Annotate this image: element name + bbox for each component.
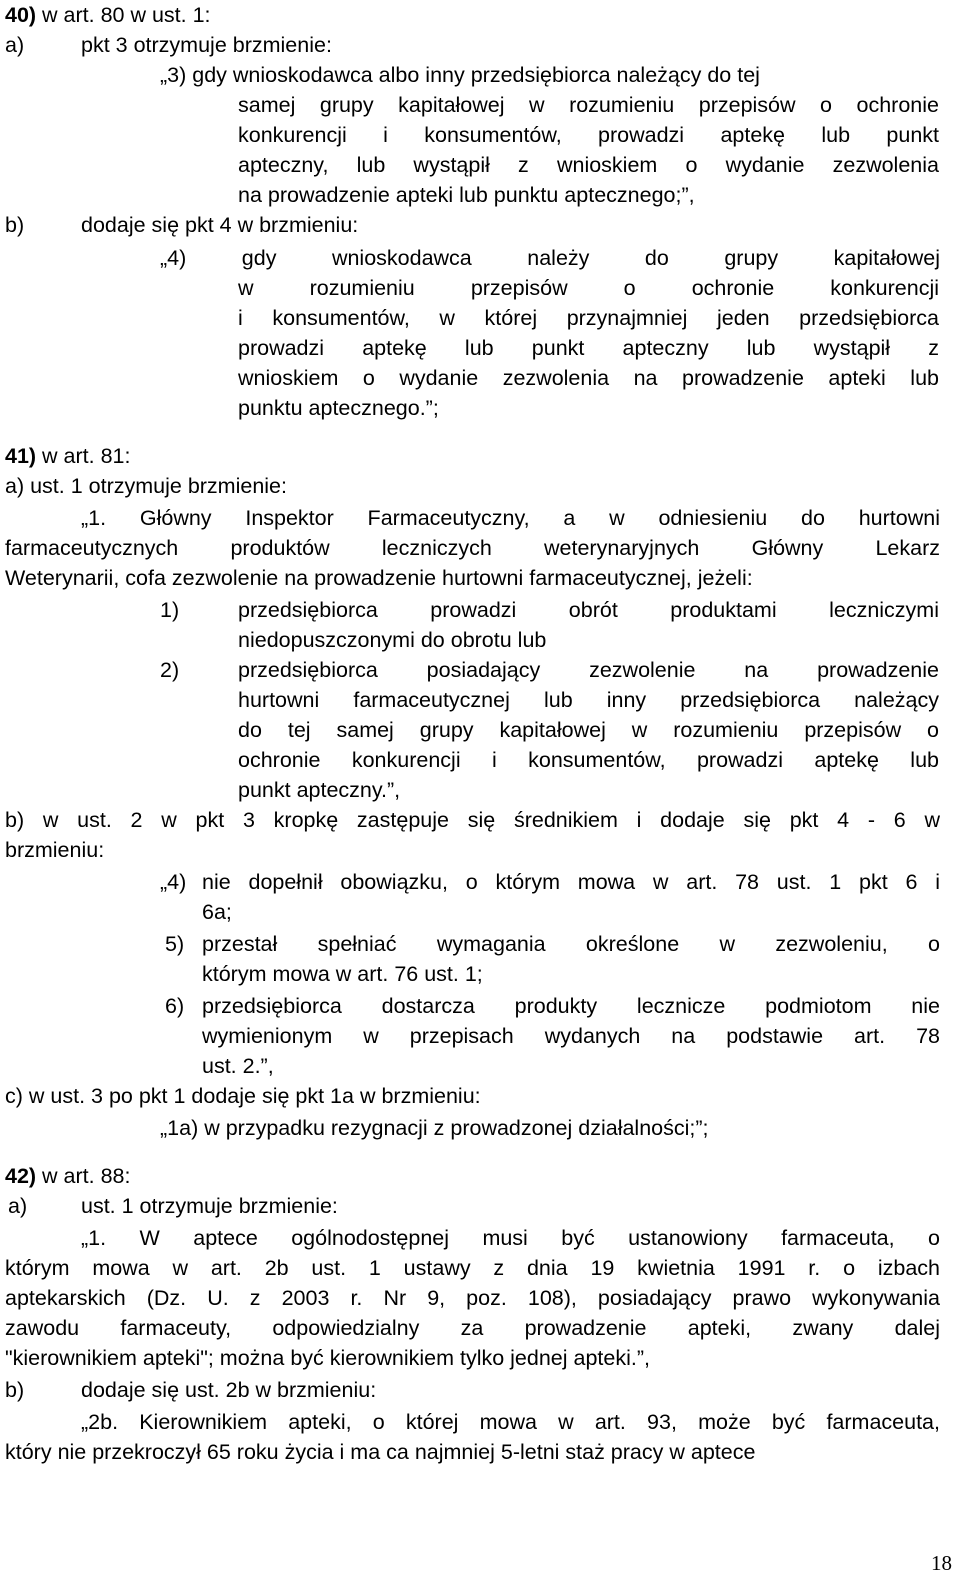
list-item-line: hurtowni farmaceutycznej lub inny przedsiębiorca należący — [238, 688, 939, 712]
list-item-line: niedopuszczonymi do obrotu lub — [238, 628, 547, 652]
section-40-b-text: dodaje się pkt 4 w brzmieniu: — [81, 213, 359, 237]
list-item-line: nie dopełnił obowiązku, o którym mowa w art. 78 ust. 1 pkt 6 i — [202, 870, 940, 894]
quote-line: w rozumieniu przepisów o ochronie konkurencji — [238, 276, 939, 300]
list-item-line: punkt apteczny.”, — [238, 778, 401, 802]
quote-line: prowadzi aptekę lub punkt apteczny lub wystąpił z — [238, 336, 939, 360]
section-40-heading-text: w art. 80 w ust. 1: — [36, 3, 211, 27]
list-item-line: przedsiębiorca prowadzi obrót produktami leczniczymi — [238, 598, 939, 622]
section-41-a-text: a) ust. 1 otrzymuje brzmienie: — [5, 474, 287, 498]
paragraph-line: farmaceutycznych produktów leczniczych weterynaryjnych Główny Lekarz — [5, 536, 940, 560]
list-item-line: wymienionym w przepisach wydanych na podstawie art. 78 — [202, 1024, 940, 1048]
section-40-a-text: pkt 3 otrzymuje brzmienie: — [81, 33, 332, 57]
section-41-heading-text: w art. 81: — [36, 444, 131, 468]
list-item-line: ust. 2.”, — [202, 1054, 274, 1078]
section-40-number: 40) — [5, 3, 37, 27]
paragraph-line: którym mowa w art. 2b ust. 1 ustawy z dnia 19 kwietnia 1991 r. o izbach — [5, 1256, 940, 1280]
quote-line: apteczny, lub wystąpił z wnioskiem o wydanie zezwolenia — [238, 153, 939, 177]
paragraph-line: „1. Główny Inspektor Farmaceutyczny, a w odniesieniu do hurtowni — [81, 506, 940, 530]
section-42-b-label: b) — [5, 1378, 25, 1402]
paragraph-line: zawodu farmaceuty, odpowiedzialny za prowadzenie apteki, zwany dalej — [5, 1316, 940, 1340]
list-item-line: 6a; — [202, 900, 232, 924]
paragraph-line: Weterynarii, cofa zezwolenie na prowadzenie hurtowni farmaceutycznej, jeżeli: — [5, 566, 753, 590]
list-item-number: 1) — [160, 598, 180, 622]
section-42-a-label: a) — [8, 1194, 28, 1218]
list-item-number: 5) — [165, 932, 185, 956]
section-42-heading-text: w art. 88: — [36, 1164, 131, 1188]
paragraph-line: który nie przekroczył 65 roku życia i ma ca najmniej 5-letni staż pracy w aptece — [5, 1440, 756, 1464]
quote-line: „4) gdy wnioskodawca należy do grupy kapitałowej — [160, 246, 940, 270]
section-42-b-text: dodaje się ust. 2b w brzmieniu: — [81, 1378, 377, 1402]
section-40-heading — [5, 0, 211, 30]
quote-line: wnioskiem o wydanie zezwolenia na prowadzenie apteki lub — [238, 366, 939, 390]
section-42-heading — [5, 1161, 130, 1191]
section-41-b-text: b) w ust. 2 w pkt 3 kropkę zastępuje się średnikiem i dodaje się pkt 4 - 6 w — [5, 808, 940, 832]
page-number: 18 — [931, 1551, 952, 1575]
list-item-line: ochronie konkurencji i konsumentów, prowadzi aptekę lub — [238, 748, 939, 772]
quote-line: „3) gdy wnioskodawca albo inny przedsiębiorca należący do tej — [160, 63, 760, 87]
section-42-a-text: ust. 1 otrzymuje brzmienie: — [81, 1194, 338, 1218]
quote-line: samej grupy kapitałowej w rozumieniu przepisów o ochronie — [238, 93, 939, 117]
section-41-number: 41) — [5, 444, 37, 468]
list-item-line: przedsiębiorca posiadający zezwolenie na prowadzenie — [238, 658, 939, 682]
list-item-line: do tej samej grupy kapitałowej w rozumieniu przepisów o — [238, 718, 939, 742]
section-41-b-text: brzmieniu: — [5, 838, 105, 862]
quote-line: punktu aptecznego.”; — [238, 396, 439, 420]
quote-line: konkurencji i konsumentów, prowadzi aptekę lub punkt — [238, 123, 939, 147]
quote-line: na prowadzenie apteki lub punktu aptecznego;”, — [238, 183, 695, 207]
quote-line: „1a) w przypadku rezygnacji z prowadzonej działalności;”; — [160, 1116, 709, 1140]
section-41-c-text: c) w ust. 3 po pkt 1 dodaje się pkt 1a w brzmieniu: — [5, 1084, 481, 1108]
paragraph-line: „1. W aptece ogólnodostępnej musi być ustanowiony farmaceuta, o — [81, 1226, 940, 1250]
section-40-a-label: a) — [5, 33, 25, 57]
list-item-line: przestał spełniać wymagania określone w zezwoleniu, o — [202, 932, 940, 956]
paragraph-line: „2b. Kierownikiem apteki, o której mowa w art. 93, może być farmaceuta, — [81, 1410, 940, 1434]
paragraph-line: "kierownikiem apteki"; można być kierownikiem tylko jednej apteki.”, — [5, 1346, 650, 1370]
paragraph-line: aptekarskich (Dz. U. z 2003 r. Nr 9, poz. 108), posiadający prawo wykonywania — [5, 1286, 940, 1310]
list-item-number: 6) — [165, 994, 185, 1018]
section-40-b-label: b) — [5, 213, 25, 237]
list-item-line: przedsiębiorca dostarcza produkty lecznicze podmiotom nie — [202, 994, 940, 1018]
list-item-number: „4) — [160, 870, 187, 894]
quote-line: i konsumentów, w której przynajmniej jeden przedsiębiorca — [238, 306, 939, 330]
section-42-number: 42) — [5, 1164, 37, 1188]
list-item-line: którym mowa w art. 76 ust. 1; — [202, 962, 483, 986]
list-item-number: 2) — [160, 658, 180, 682]
section-41-heading — [5, 441, 130, 471]
